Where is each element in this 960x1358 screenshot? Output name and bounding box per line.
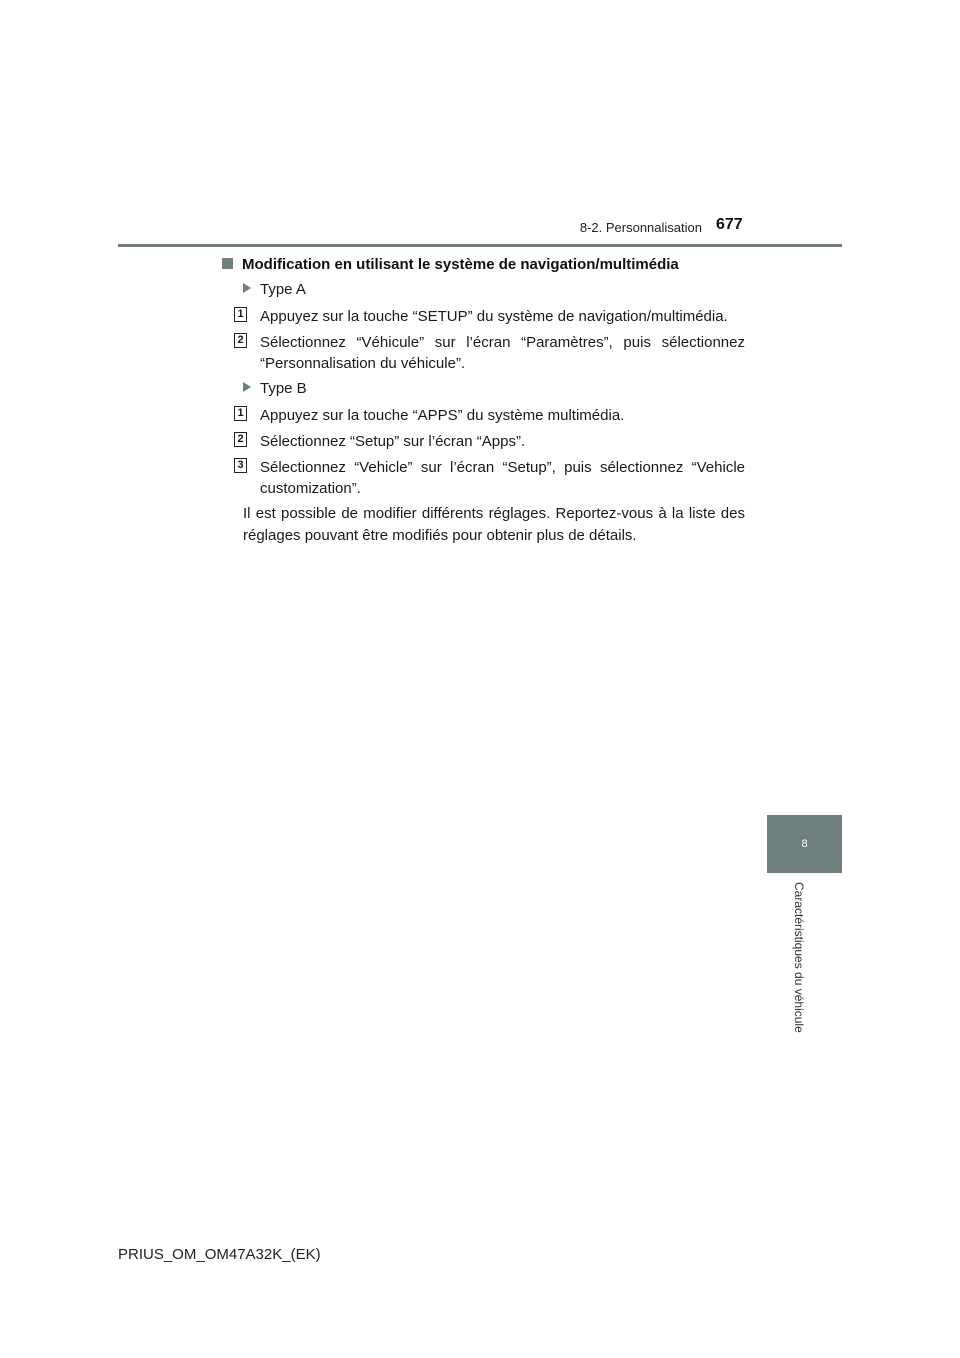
- triangle-bullet-icon: [243, 283, 251, 293]
- type-b-text: Type B: [260, 380, 307, 397]
- step-number-badge: 1: [234, 307, 247, 322]
- step-b-3: [234, 457, 745, 499]
- step-a-2: [234, 332, 745, 374]
- step-text: Sélectionnez “Setup” sur l’écran “Apps”.: [260, 433, 526, 450]
- footer-document-code: PRIUS_OM_OM47A32K_(EK): [118, 1246, 321, 1263]
- step-number-badge: 3: [234, 458, 247, 473]
- type-a-label: [243, 281, 306, 298]
- body-paragraph: Il est possible de modifier différents réglages. Reportez-vous à la liste des réglages pouvant être modifiés pour obtenir plus de détails.: [243, 505, 745, 544]
- triangle-bullet-icon: [243, 382, 251, 392]
- section-heading-text: Modification en utilisant le système de navigation/multimédia: [242, 256, 679, 273]
- step-text: Sélectionnez “Vehicle” sur l’écran “Setup”, puis sélectionnez “Vehicle customization”.: [260, 459, 745, 497]
- step-text: Appuyez sur la touche “SETUP” du système de navigation/multimédia.: [260, 308, 728, 325]
- section-heading: [222, 256, 782, 273]
- step-a-1: [234, 306, 745, 327]
- chapter-side-label: Caractéristiques du véhicule: [792, 882, 806, 1033]
- step-b-2: [234, 431, 745, 452]
- header-rule: [118, 244, 842, 247]
- step-b-1: [234, 405, 745, 426]
- step-text: Appuyez sur la touche “APPS” du système multimédia.: [260, 407, 625, 424]
- header-section-title: 8-2. Personnalisation: [579, 220, 702, 235]
- square-bullet-icon: [222, 258, 233, 269]
- step-number-badge: 1: [234, 406, 247, 421]
- chapter-number: 8: [801, 838, 808, 850]
- page-number: 677: [716, 216, 743, 233]
- chapter-tab: [767, 815, 842, 873]
- step-number-badge: 2: [234, 333, 247, 348]
- type-b-label: [243, 380, 307, 397]
- type-a-text: Type A: [260, 281, 306, 298]
- step-number-badge: 2: [234, 432, 247, 447]
- step-text: Sélectionnez “Véhicule” sur l’écran “Paramètres”, puis sélectionnez “Personnalisation du véhicule”.: [260, 334, 745, 372]
